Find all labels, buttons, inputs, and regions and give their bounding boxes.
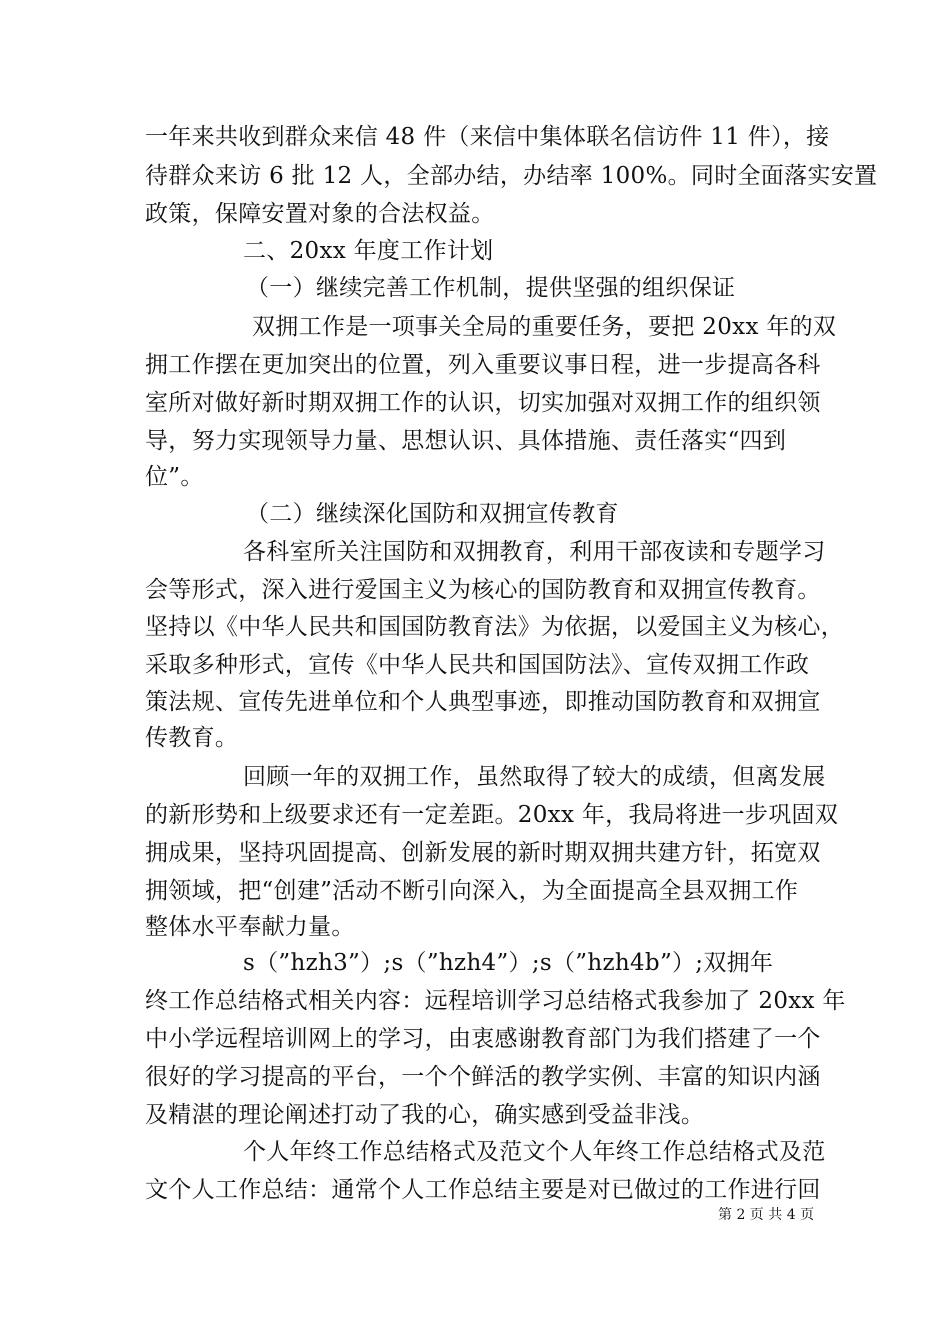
text-line: 拥工作摆在更加突出的位置，列入重要议事日程，进一步提高各科 [145,352,821,378]
text-line: 政策，保障安置对象的合法权益。 [145,201,495,227]
text-line: 中小学远程培训网上的学习，由衷感谢教育部门为我们搭建了一个 [145,1026,821,1052]
text-line: 拥成果，坚持巩固提高、创新发展的新时期双拥共建方针，拓宽双 [145,840,821,866]
text-line: 很好的学习提高的平台，一个个鲜活的教学实例、丰富的知识内涵 [145,1064,821,1090]
text-line: 传教育。 [145,725,239,751]
text-line: 整体水平奉献力量。 [145,914,355,940]
text-line: 各科室所关注国防和双拥教育，利用干部夜读和专题学习 [243,539,826,565]
text-line: 室所对做好新时期双拥工作的认识，切实加强对双拥工作的组织领 [145,390,821,416]
text-line: 文个人工作总结：通常个人工作总结主要是对已做过的工作进行回 [145,1177,821,1203]
text-line: 及精湛的理论阐述打动了我的心，确实感到受益非浅。 [145,1102,705,1128]
text-line: 采取多种形式，宣传《中华人民共和国国防法》、宣传双拥工作政 [145,652,810,678]
text-line: 位”。 [145,464,204,490]
section-heading: 二、20xx 年度工作计划 [243,238,494,264]
text-line: 会等形式，深入进行爱国主义为核心的国防教育和双拥宣传教育。 [145,577,821,603]
text-line: 策法规、宣传先进单位和个人典型事迹，即推动国防教育和双拥宣 [145,689,821,715]
text-line: 双拥工作是一项事关全局的重要任务，要把 20xx 年的双 [252,314,837,340]
text-line: 一年来共收到群众来信 48 件（来信中集体联名信访件 11 件），接 [145,124,830,150]
text-line: 终工作总结格式相关内容：远程培训学习总结格式我参加了 20xx 年 [145,988,846,1014]
text-line: 的新形势和上级要求还有一定差距。20xx 年，我局将进一步巩固双 [145,802,839,828]
subsection-heading: （二）继续深化国防和双拥宣传教育 [246,501,619,527]
text-line: 拥领域，把“创建”活动不断引向深入，为全面提高全县双拥工作 [145,878,799,904]
text-line: 导，努力实现领导力量、思想认识、具体措施、责任落实“四到 [145,428,787,454]
text-line: 回顾一年的双拥工作，虽然取得了较大的成绩，但离发展 [243,764,826,790]
text-line: s（”hzh3”）;s（”hzh4”）;s（”hzh4b”）;双拥年 [243,950,774,976]
page-number-footer: 第 2 页 共 4 页 [718,1207,815,1223]
text-line: 个人年终工作总结格式及范文个人年终工作总结格式及范 [243,1139,826,1165]
subsection-heading: （一）继续完善工作机制，提供坚强的组织保证 [246,275,736,301]
text-line: 坚持以《中华人民共和国国防教育法》为依据，以爱国主义为核心， [145,614,844,640]
text-line: 待群众来访 6 批 12 人，全部办结，办结率 100%。同时全面落实安置 [145,163,878,189]
